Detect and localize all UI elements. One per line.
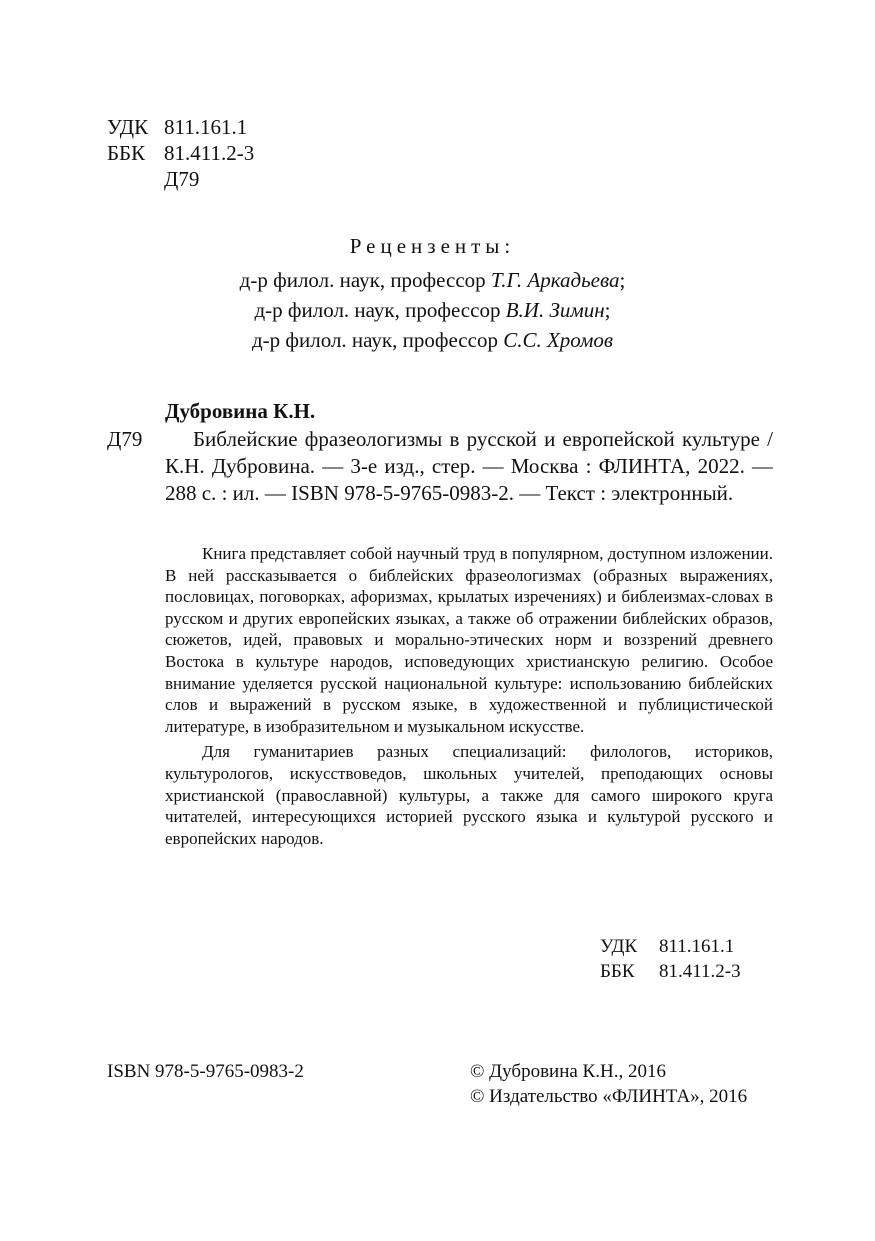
reviewer-name: Т.Г. Аркадьева bbox=[490, 268, 620, 292]
reviewer-name: С.С. Хромов bbox=[503, 328, 614, 352]
bibliographic-text: Библейские фразеологизмы в русской и европейской культуре / К.Н. Дубровина. — 3-е изд., стер. — Москва : ФЛИНТА, 2022. — 288 с. : ил. — ISBN 978-5-9765-0983-2. — Текст : электронный. bbox=[165, 427, 773, 505]
author-mark: Д79 bbox=[164, 167, 200, 191]
bbk-label: ББК bbox=[107, 141, 146, 165]
abstract-paragraph: Для гуманитариев разных специализаций: филологов, историков, культурологов, искусствоведов, школьных учителей, преподающих основы христианской (православной) культуры, а также для самого широкого круга читателей, интересующихся историей русского языка и культурой русского и европейских народов. bbox=[165, 742, 773, 848]
udk-value: 811.161.1 bbox=[164, 115, 248, 139]
reviewers-title: Рецензенты: bbox=[349, 234, 516, 258]
bbk-value: 81.411.2-3 bbox=[164, 141, 255, 165]
udk-value: 811.161.1 bbox=[659, 936, 735, 957]
reviewer-line bbox=[160, 295, 705, 325]
bottom-classification-codes bbox=[600, 934, 741, 984]
reviewer-degree: д-р филол. наук, профессор bbox=[239, 268, 491, 292]
bibliographic-description bbox=[165, 426, 773, 507]
bbk-label: ББК bbox=[600, 961, 635, 982]
bbk-row bbox=[600, 959, 741, 984]
reviewers-block bbox=[160, 231, 705, 355]
abstract bbox=[165, 543, 773, 853]
udk-row bbox=[600, 934, 741, 959]
bbk-row bbox=[107, 140, 254, 166]
catalog-author: Дубровина К.Н. bbox=[165, 399, 316, 423]
reviewer-degree: д-р филол. наук, профессор bbox=[254, 298, 506, 322]
udk-label: УДК bbox=[600, 936, 638, 957]
reviewer-line bbox=[160, 325, 705, 355]
bbk-value: 81.411.2-3 bbox=[659, 961, 741, 982]
udk-row bbox=[107, 114, 254, 140]
copyright-line: © Дубровина К.Н., 2016 bbox=[470, 1061, 666, 1082]
copyrights bbox=[470, 1059, 747, 1109]
udk-label: УДК bbox=[107, 115, 149, 139]
catalog-code: Д79 bbox=[107, 427, 143, 451]
reviewer-punct: ; bbox=[619, 268, 626, 292]
reviewer-line bbox=[160, 265, 705, 295]
isbn: ISBN 978-5-9765-0983-2 bbox=[107, 1061, 304, 1082]
top-classification-codes bbox=[107, 114, 254, 192]
reviewer-punct: ; bbox=[604, 298, 611, 322]
reviewer-name: В.И. Зимин bbox=[505, 298, 605, 322]
copyright-line: © Издательство «ФЛИНТА», 2016 bbox=[470, 1086, 748, 1107]
reviewer-degree: д-р филол. наук, профессор bbox=[251, 328, 504, 352]
abstract-paragraph: Книга представляет собой научный труд в популярном, доступном изложении. В ней рассказывается о библейских фразеологизмах (образных выражениях, пословицах, поговорках, афоризмах, крылатых изречениях) и библеизмах-словах в русском и других европейских языках, а также об отражении библейских образов, сюжетов, идей, правовых и морально-этических норм и воззрений древнего Востока в культуре народов, исповедующих христианскую религию. Особое внимание уделяется русской национальной культуре: использованию библейских слов и выражений в русском языке, в художественной и публицистической литературе, в изобразительном и музыкальном искусстве. bbox=[165, 544, 773, 736]
